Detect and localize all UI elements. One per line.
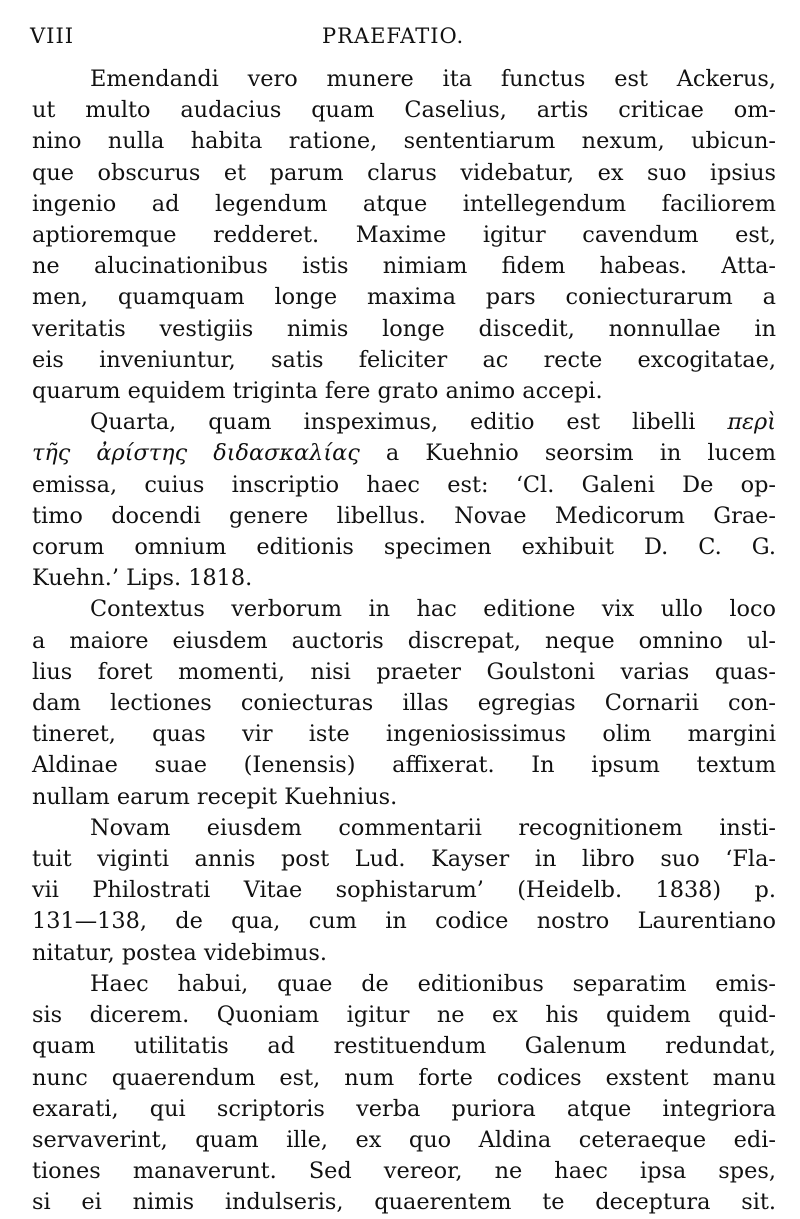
text-line: Aldinae suae (Ienensis) affixerat. In ipsum textum — [32, 752, 776, 779]
text-line: servaverint, quam ille, ex quo Aldina ceteraeque edi- — [32, 1126, 776, 1153]
text-line: lius foret momenti, nisi praeter Goulstoni varias quas- — [32, 658, 776, 685]
text-line: timo docendi genere libellus. Novae Medicorum Grae- — [32, 502, 776, 529]
text-line: men, quamquam longe maxima pars coniecturarum a — [32, 284, 776, 311]
running-title: PRAEFATIO. — [322, 24, 465, 48]
paragraph-codices — [32, 969, 776, 1219]
text-line: veritatis vestigiis nimis longe discedit, nonnullae in — [32, 315, 776, 342]
text-line: quarum equidem triginta fere grato animo accepi. — [32, 378, 603, 405]
text-line: ut multo audacius quam Caselius, artis criticae om- — [32, 97, 776, 124]
text-line: 131—138, de qua, cum in codice nostro Laurentiano — [32, 908, 776, 935]
page-number: VIII — [30, 24, 75, 48]
greek-text: περὶ — [727, 409, 776, 436]
text-line-with-greek — [32, 407, 776, 438]
text-line: a maiore eiusdem auctoris discrepat, neque omnino ul- — [32, 627, 776, 654]
text-line: nullam earum recepit Kuehnius. — [32, 783, 398, 810]
text-line: nino nulla habita ratione, sententiarum nexum, ubicun- — [32, 128, 776, 155]
text-line: tuit viginti annis post Lud. Kayser in libro suo ‘Fla- — [32, 846, 776, 873]
text-line: nitatur, postea videbimus. — [32, 939, 327, 966]
text-line: vii Philostrati Vitae sophistarum’ (Heidelb. 1838) p. — [32, 877, 776, 904]
text-line: nunc quaerendum est, num forte codices exstent manu — [32, 1064, 776, 1091]
paragraph-kayser — [32, 813, 776, 969]
text-segment: a Kuehnio seorsim in lucem — [385, 440, 776, 467]
text-line: eis inveniuntur, satis feliciter ac recte excogitatae, — [32, 346, 776, 373]
text-line: sis dicerem. Quoniam igitur ne ex his quidem quid- — [32, 1002, 776, 1029]
text-line: quam utilitatis ad restituendum Galenum redundat, — [32, 1033, 776, 1060]
text-segment: Quarta, quam inspeximus, editio est libelli — [90, 409, 696, 436]
text-line: emissa, cuius inscriptio haec est: ‘Cl. Galeni De op- — [32, 471, 776, 498]
text-line: Kuehn.’ Lips. 1818. — [32, 565, 253, 592]
text-line: tineret, quas vir iste ingeniosissimus olim margini — [32, 721, 776, 748]
text-line: exarati, qui scriptoris verba puriora atque integriora — [32, 1095, 776, 1122]
text-line: corum omnium editionis specimen exhibuit D. C. G. — [32, 534, 776, 561]
text-line: tiones manaverunt. Sed vereor, ne haec ipsa spes, — [32, 1158, 776, 1185]
text-line-with-greek — [32, 438, 776, 469]
running-header — [30, 24, 770, 54]
text-line: si ei nimis indulseris, quaerentem te deceptura sit. — [32, 1189, 776, 1216]
paragraph-contextus — [32, 594, 776, 812]
paragraph-kuehn-edition — [32, 407, 776, 594]
greek-text: τῆς ἀρίστης διδασκαλίας — [32, 440, 360, 467]
text-line: dam lectiones coniecturas illas egregias Cornarii con- — [32, 690, 776, 717]
text-line: Haec habui, quae de editionibus separatim emis- — [90, 970, 776, 997]
text-line: Novam eiusdem commentarii recognitionem insti- — [90, 814, 776, 841]
text-line: Contextus verborum in hac editione vix ullo loco — [90, 596, 776, 623]
text-line: ingenio ad legendum atque intellegendum faciliorem — [32, 190, 776, 217]
text-line: ne alucinationibus istis nimiam fidem habeas. Atta- — [32, 253, 776, 280]
text-line: que obscurus et parum clarus videbatur, ex suo ipsius — [32, 159, 776, 186]
paragraph-ackerus — [32, 64, 776, 407]
text-line: aptioremque redderet. Maxime igitur cavendum est, — [32, 222, 776, 249]
text-line: Emendandi vero munere ita functus est Ackerus, — [90, 66, 776, 92]
body-text — [32, 64, 776, 1219]
